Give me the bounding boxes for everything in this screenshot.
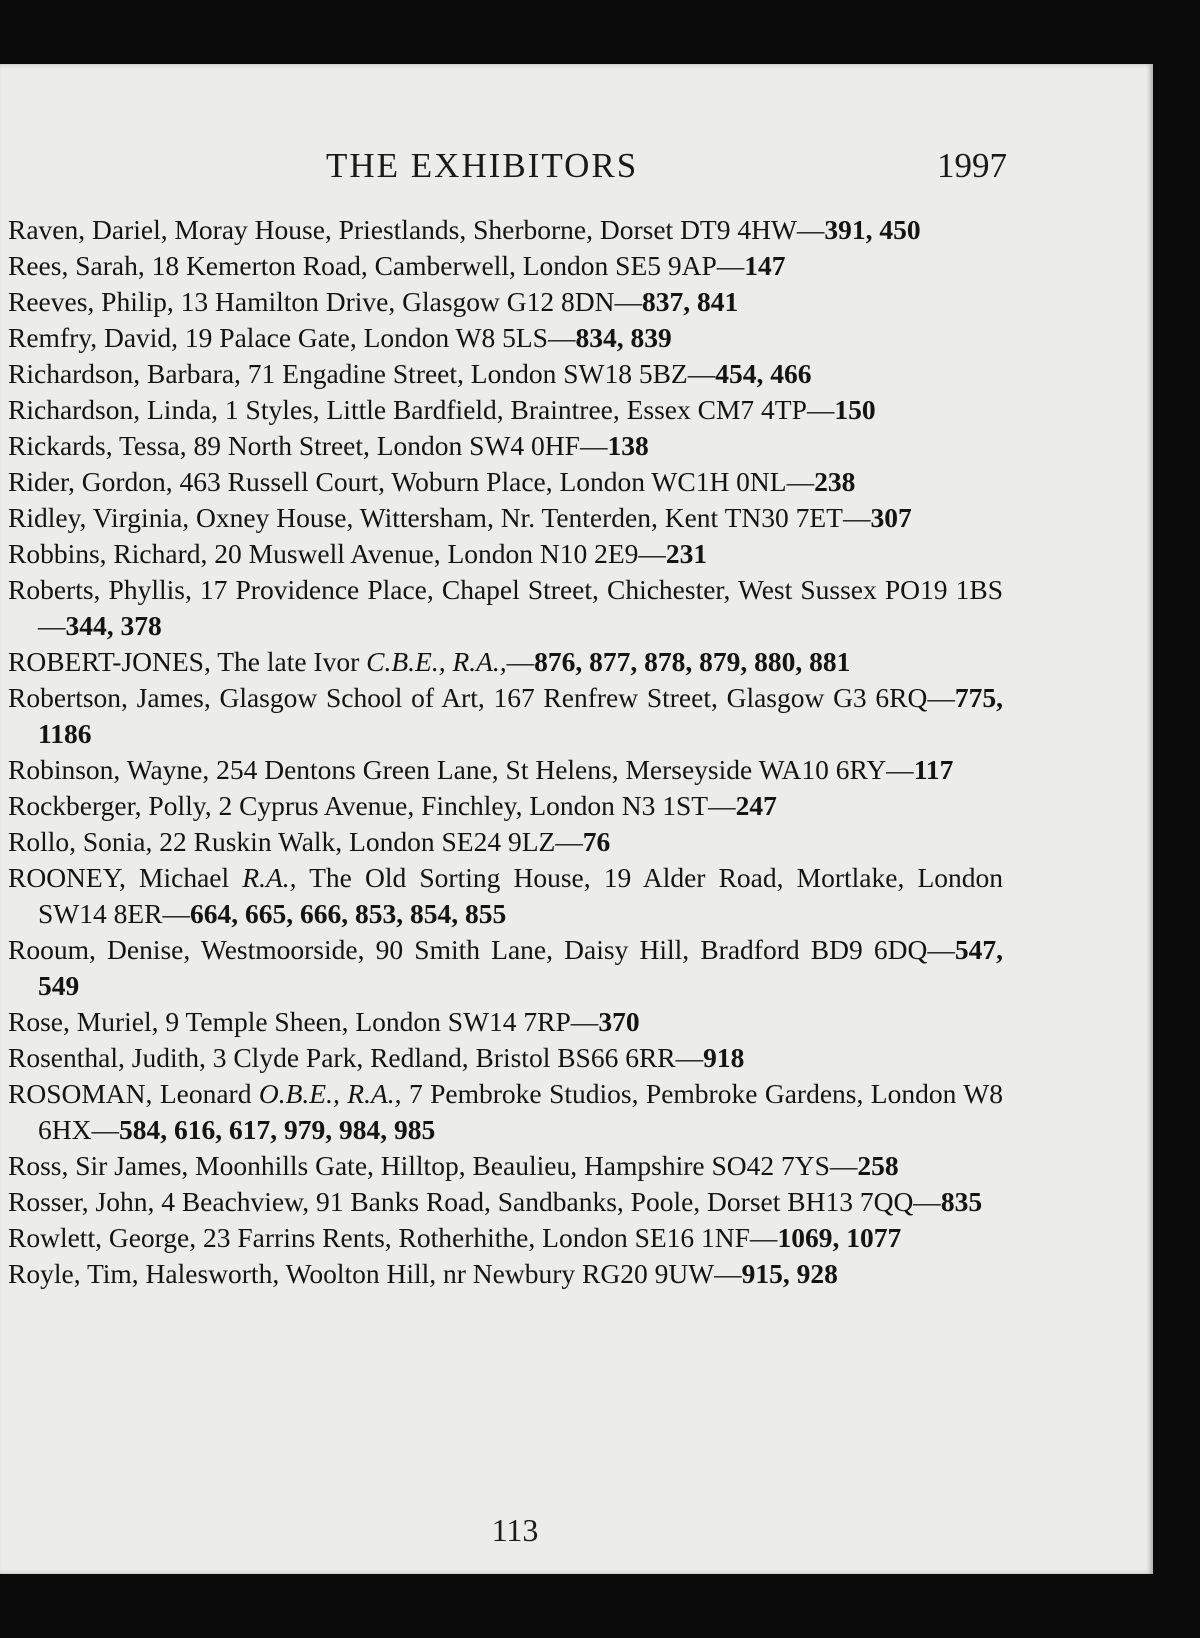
entry-catalogue-numbers: 837, 841	[641, 286, 739, 317]
entry-catalogue-numbers: 247	[735, 790, 777, 821]
page-number: 113	[491, 1512, 539, 1548]
entry-text: Rose, Muriel, 9 Temple Sheen, London SW14 7RP—	[8, 1006, 599, 1037]
entry-text: Robbins, Richard, 20 Muswell Avenue, London N10 2E9—	[8, 538, 666, 569]
exhibitor-entry	[8, 1148, 1003, 1184]
exhibitor-entry	[8, 500, 1003, 536]
exhibitor-entry	[8, 788, 1003, 824]
exhibitor-entry	[8, 644, 1003, 680]
exhibitor-entry	[8, 1040, 1003, 1076]
exhibitor-entry	[8, 392, 1003, 428]
exhibitor-entry	[8, 248, 1003, 284]
entry-catalogue-numbers: 775, 1186	[38, 682, 1003, 749]
exhibitor-entry	[8, 536, 1003, 572]
entry-text: Richardson, Barbara, 71 Engadine Street, London SW18 5BZ—	[8, 358, 716, 389]
entry-text: Rollo, Sonia, 22 Ruskin Walk, London SE24 9LZ—	[8, 826, 583, 857]
entry-text: Rockberger, Polly, 2 Cyprus Avenue, Finchley, London N3 1ST—	[8, 790, 736, 821]
entry-text: Rees, Sarah, 18 Kemerton Road, Camberwell, London SE5 9AP—	[8, 250, 745, 281]
header-year: 1997	[937, 146, 1007, 185]
entry-text: Ridley, Virginia, Oxney House, Wittersham, Nr. Tenterden, Kent TN30 7ET—	[8, 502, 871, 533]
entry-catalogue-numbers: 1069, 1077	[777, 1222, 902, 1253]
entry-honours: C.B.E., R.A.,	[366, 646, 507, 677]
header-title: THE EXHIBITORS	[326, 146, 639, 185]
entry-catalogue-numbers: 915, 928	[741, 1258, 838, 1289]
entry-text-continued: 7 Pembroke Studios, Pembroke Gardens, London W8 6HX—	[38, 1078, 1003, 1145]
exhibitor-entry	[8, 284, 1003, 320]
exhibitor-entry	[8, 428, 1003, 464]
entry-text: Richardson, Linda, 1 Styles, Little Bardfield, Braintree, Essex CM7 4TP—	[8, 394, 835, 425]
entry-catalogue-numbers: 258	[857, 1150, 899, 1181]
running-header	[0, 146, 1153, 186]
exhibitor-entry	[8, 212, 1003, 248]
entry-catalogue-numbers: 344, 378	[65, 610, 162, 641]
exhibitor-entry	[8, 572, 1003, 644]
exhibitor-entry	[8, 1076, 1003, 1148]
entry-text: Rider, Gordon, 463 Russell Court, Woburn Place, London WC1H 0NL—	[8, 466, 815, 497]
entry-text: Royle, Tim, Halesworth, Woolton Hill, nr Newbury RG20 9UW—	[8, 1258, 742, 1289]
entry-catalogue-numbers: 918	[703, 1042, 745, 1073]
entry-catalogue-numbers: 876, 877, 878, 879, 880, 881	[534, 646, 851, 677]
exhibitor-entry	[8, 356, 1003, 392]
exhibitor-entry	[8, 1220, 1003, 1256]
entry-text-continued: The Old Sorting House, 19 Alder Road, Mortlake, London SW14 8ER—	[38, 862, 1003, 929]
entry-catalogue-numbers: 231	[665, 538, 708, 569]
entry-text: Rosenthal, Judith, 3 Clyde Park, Redland, Bristol BS66 6RR—	[8, 1042, 704, 1073]
entry-text: ROBERT-JONES, The late Ivor	[8, 646, 367, 677]
exhibitor-entry	[8, 1004, 1003, 1040]
entry-text-continued: —	[506, 646, 535, 677]
exhibitor-entry	[8, 824, 1003, 860]
entry-text: Reeves, Philip, 13 Hamilton Drive, Glasgow G12 8DN—	[8, 286, 642, 317]
exhibitor-entry	[8, 1184, 1003, 1220]
entry-catalogue-numbers: 307	[870, 502, 912, 533]
entry-catalogue-numbers: 238	[814, 466, 856, 497]
entry-text: ROONEY, Michael	[8, 862, 243, 893]
exhibitor-entry	[8, 752, 1003, 788]
exhibitor-entry	[8, 1256, 1003, 1292]
entry-text: Rickards, Tessa, 89 North Street, London SW4 0HF—	[8, 430, 608, 461]
entry-catalogue-numbers: 76	[582, 826, 611, 857]
entry-text: Roberts, Phyllis, 17 Providence Place, Chapel Street, Chichester, West Sussex PO19 1BS—	[8, 574, 1003, 641]
exhibitor-entry	[8, 320, 1003, 356]
entry-catalogue-numbers: 664, 665, 666, 853, 854, 855	[190, 898, 507, 929]
entry-catalogue-numbers: 584, 616, 617, 979, 984, 985	[118, 1114, 436, 1145]
entry-text: Robertson, James, Glasgow School of Art, 167 Renfrew Street, Glasgow G3 6RQ—	[8, 682, 955, 713]
entry-catalogue-numbers: 391, 450	[824, 214, 921, 245]
entry-text: Raven, Dariel, Moray House, Priestlands, Sherborne, Dorset DT9 4HW—	[8, 214, 825, 245]
entry-catalogue-numbers: 370	[598, 1006, 640, 1037]
entry-catalogue-numbers: 117	[913, 754, 954, 785]
entry-text: Rosser, John, 4 Beachview, 91 Banks Road, Sandbanks, Poole, Dorset BH13 7QQ—	[8, 1186, 941, 1217]
entry-text: Remfry, David, 19 Palace Gate, London W8 5LS—	[8, 322, 576, 353]
entry-text: Robinson, Wayne, 254 Dentons Green Lane, St Helens, Merseyside WA10 6RY—	[8, 754, 914, 785]
entry-catalogue-numbers: 835	[940, 1186, 983, 1217]
book-page	[0, 64, 1153, 1574]
exhibitor-entry	[8, 680, 1003, 752]
entry-catalogue-numbers: 454, 466	[715, 358, 812, 389]
exhibitor-entry	[8, 464, 1003, 500]
entry-honours: O.B.E., R.A.,	[258, 1078, 402, 1109]
entry-catalogue-numbers: 150	[834, 394, 876, 425]
entry-text: ROSOMAN, Leonard	[8, 1078, 259, 1109]
entry-catalogue-numbers: 138	[607, 430, 649, 461]
entry-catalogue-numbers: 834, 839	[575, 322, 672, 353]
entry-catalogue-numbers: 147	[744, 250, 786, 281]
exhibitor-entry	[8, 860, 1003, 932]
exhibitor-entry	[8, 932, 1003, 1004]
entry-text: Ross, Sir James, Moonhills Gate, Hilltop, Beaulieu, Hampshire SO42 7YS—	[8, 1150, 858, 1181]
entry-catalogue-numbers: 547, 549	[38, 934, 1003, 1001]
entry-text: Rowlett, George, 23 Farrins Rents, Rotherhithe, London SE16 1NF—	[8, 1222, 778, 1253]
entry-honours: R.A.,	[242, 862, 297, 893]
entry-text: Rooum, Denise, Westmoorside, 90 Smith Lane, Daisy Hill, Bradford BD9 6DQ—	[8, 934, 955, 965]
exhibitor-list	[8, 212, 1003, 1292]
